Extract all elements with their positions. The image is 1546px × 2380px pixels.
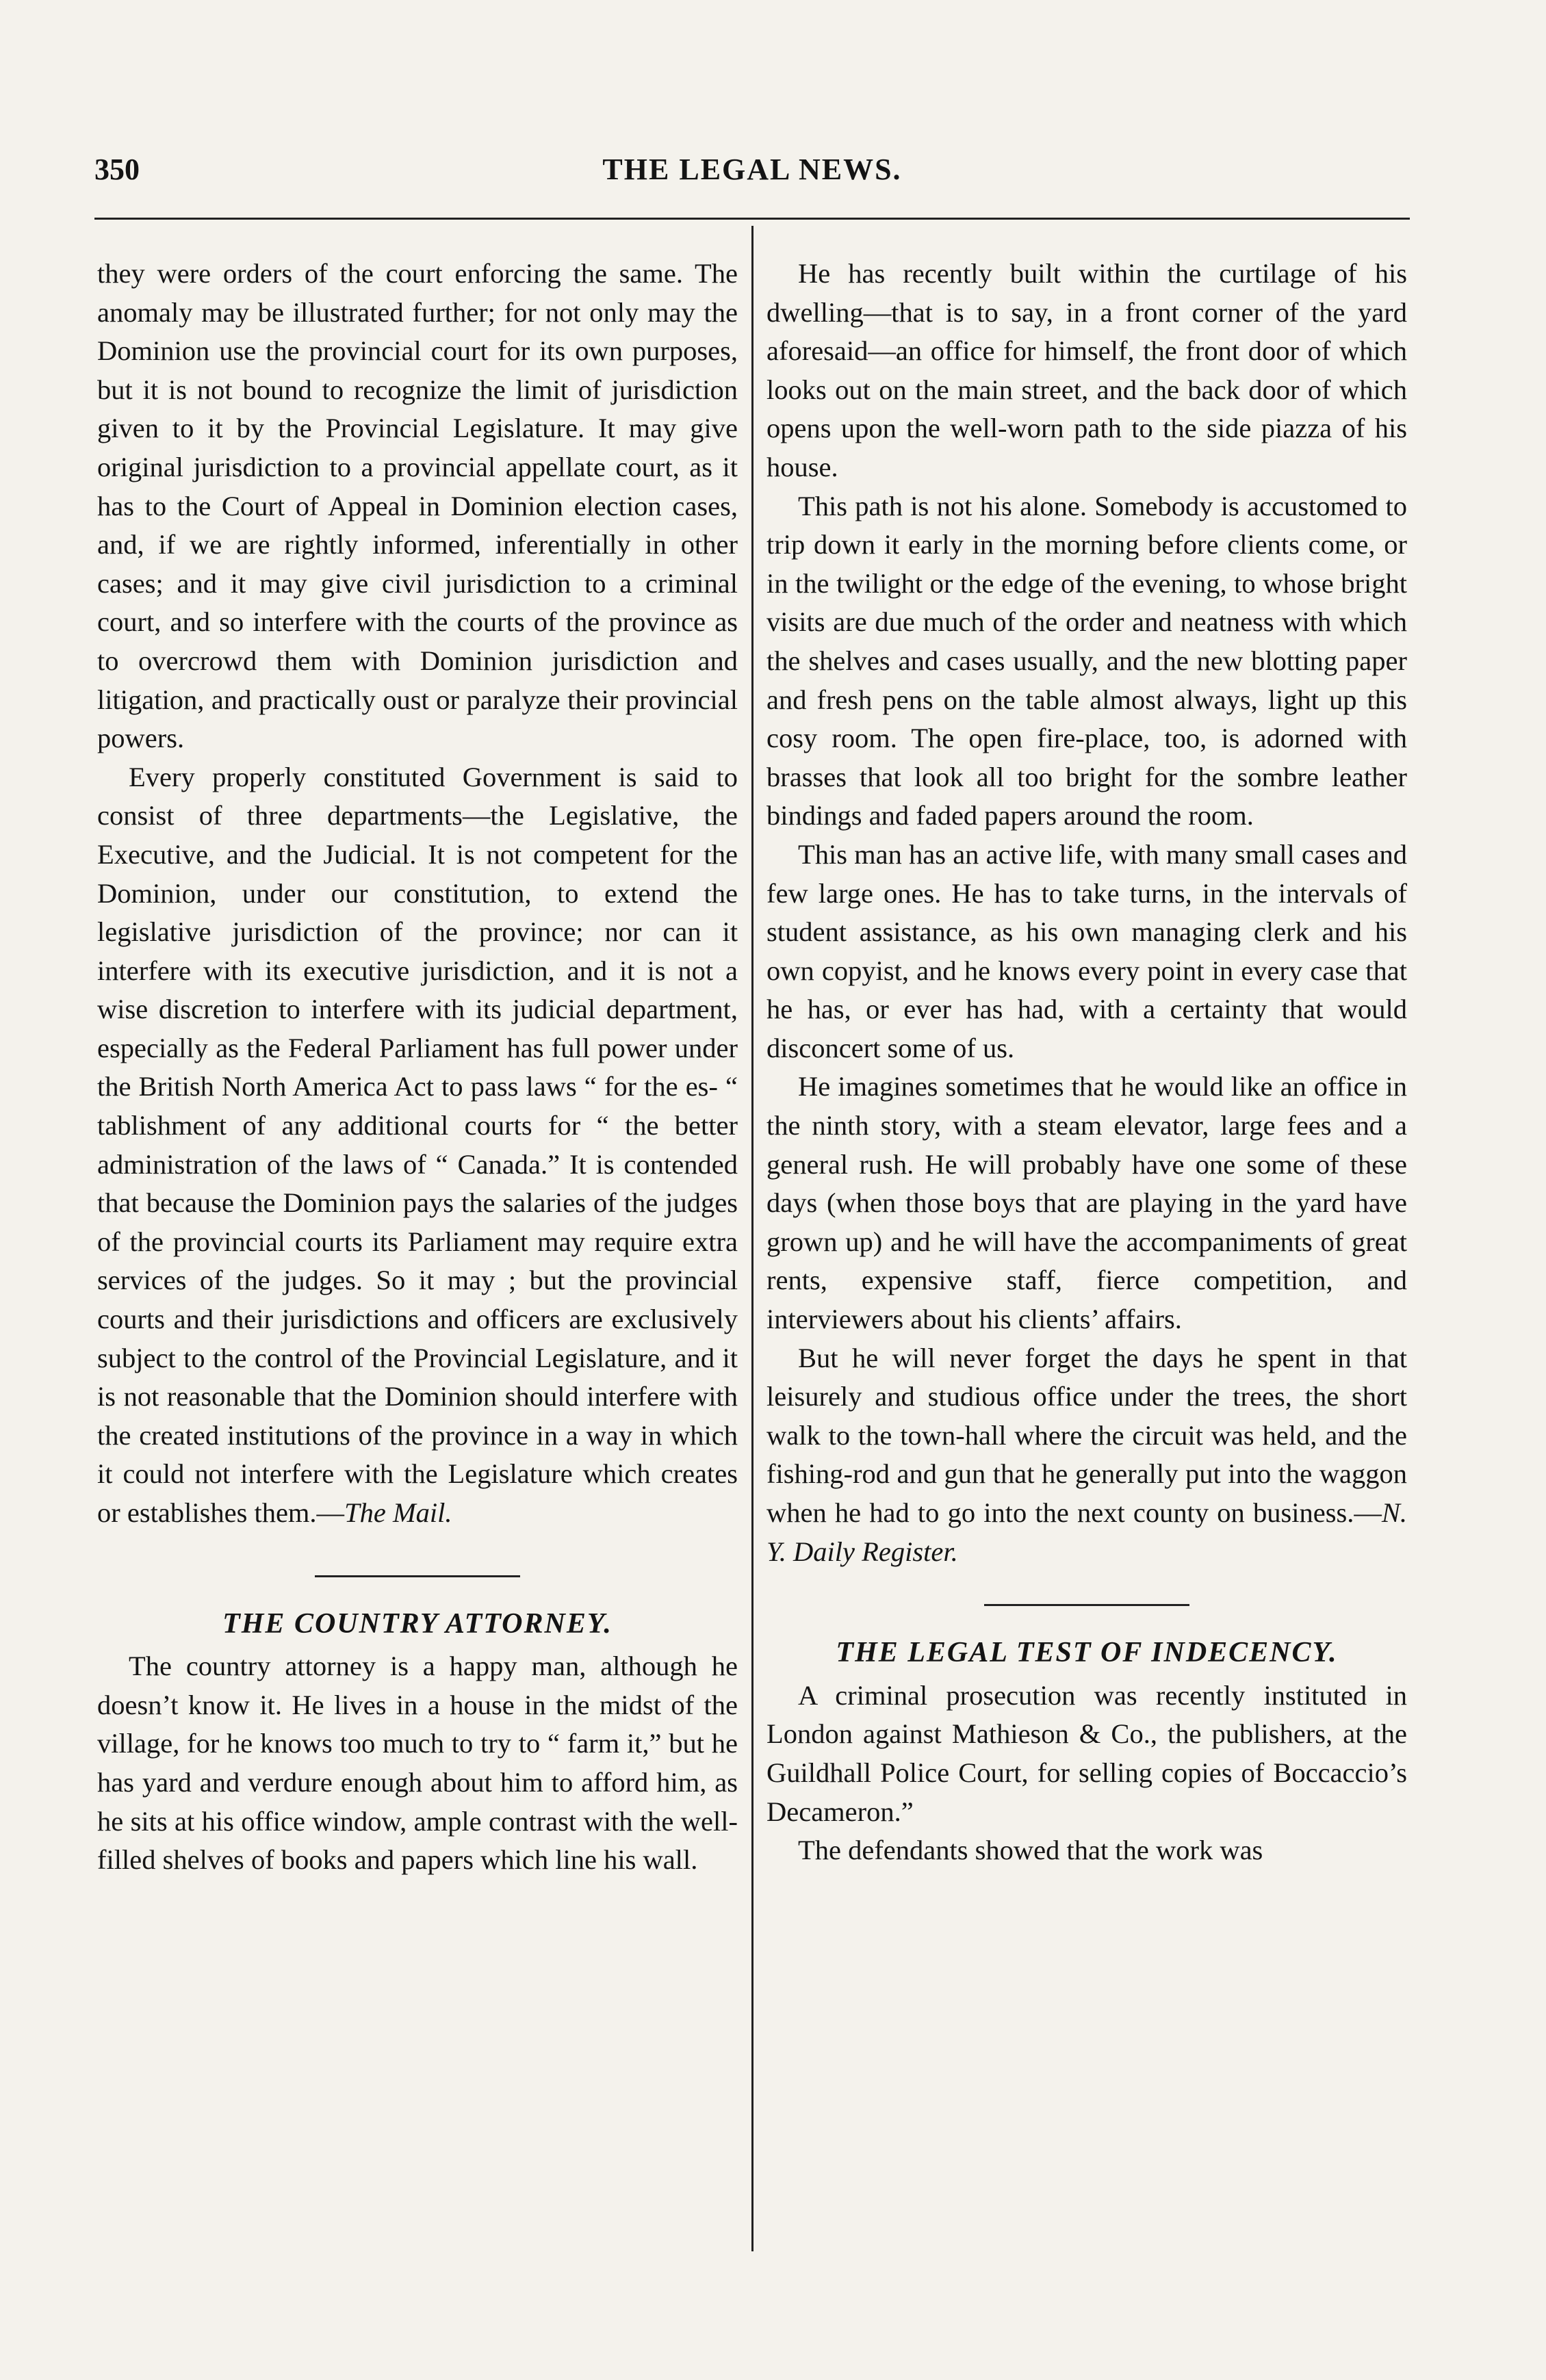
paragraph-text: But he will never forget the days he spent in that leisurely and studious office under the trees, the short walk to the town-hall where the circuit was held, and the fishing-rod and gun that he generally put into the waggon when he had to go into the next county on business.— bbox=[766, 1342, 1407, 1528]
paragraph: This path is not his alone. Somebody is accustomed to trip down it early in the morning before clients come, or in the twilight or the edge of the evening, to whose bright visits are due much of the order and neatness with which the shelves and cases usually, and the new blotting paper and fresh pens on the table almost always, light up this cosy room. The open fire-place, too, is adorned with brasses that look all too bright for the sombre leather bindings and faded papers around the room. bbox=[766, 490, 1407, 831]
header-rule bbox=[94, 218, 1410, 220]
paragraph: He has recently built within the curtilage of his dwelling—that is to say, in a front corner of the yard aforesaid—an office for himself, the front door of which looks out on the main street, and the back door of which opens upon the well-worn path to the side piazza of his house. bbox=[766, 258, 1407, 482]
paragraph: The defendants showed that the work was bbox=[798, 1835, 1263, 1866]
running-title: THE LEGAL NEWS. bbox=[602, 153, 902, 186]
paragraph: A criminal prosecution was recently instituted in London against Mathieson & Co., the publishers, at the Guildhall Police Court, for selling copies of Boccaccio’s Decameron.” bbox=[766, 1679, 1407, 1827]
page-number: 350 bbox=[94, 153, 140, 186]
paragraph: He imagines sometimes that he would like an office in the ninth story, with a steam elevator, large fees and a general rush. He will probably have one some of these days (when those boys that are playing in the yard have grown up) and he will have the accompaniments of great rents, expensive staff, fierce competition, and interviewers about his clients’ affairs. bbox=[766, 1071, 1407, 1335]
section-title: THE LEGAL TEST OF INDECENCY. bbox=[836, 1637, 1338, 1669]
right-column bbox=[766, 255, 1407, 1870]
column-divider bbox=[751, 226, 753, 2251]
paragraph: This man has an active life, with many small cases and few large ones. He has to take turns, in the intervals of student assistance, as his own managing clerk and his own copyist, and he knows every point in every case that he has, or ever has had, with a certainty that would disconcert some of us. bbox=[766, 838, 1407, 1063]
paragraph-text: Every properly constituted Government is said to consist of three departments—the Legislative, the Executive, and the Judicial. It is not competent for the Dominion, under our constitution, to extend the legislative jurisdiction of the province; nor can it interfere with its executive jurisdiction, and it is not a wise discretion to interfere with its judicial department, especially as the Federal Parliament has full power under the British North America Act to pass laws “ for the es- “ tablishment of any additional courts for “ the better administration of the laws of “ Canada.” It is contended that because the Dominion pays the salaries of the judges of the provincial courts its Parliament may require extra services of the judges. So it may ; but the provincial courts and their jurisdictions and officers are exclusively subject to the control of the Provincial Legislature, and it is not reasonable that the Dominion should interfere with the created institutions of the province in a way in which it could not interfere with the Legislature which creates or establishes them.— bbox=[97, 761, 738, 1528]
left-column bbox=[97, 255, 738, 1880]
paragraph bbox=[97, 758, 738, 1533]
paragraph: The country attorney is a happy man, although he doesn’t know it. He lives in a house in the midst of the village, for he knows too much to try to “ farm it,” but he has yard and verdure enough about him to afford him, as he sits at his office window, ample contrast with the well-filled shelves of books and papers which line his wall. bbox=[97, 1651, 738, 1876]
paragraph bbox=[766, 1339, 1407, 1572]
source-credit: N. Y. Daily Register. bbox=[766, 1497, 1407, 1567]
section-title: THE COUNTRY ATTORNEY. bbox=[222, 1607, 613, 1640]
source-credit: The Mail. bbox=[344, 1497, 452, 1528]
paragraph: they were orders of the court enforcing the same. The anomaly may be illustrated further; for not only may the Dominion use the provincial court for its own purposes, but it is not bound to recognize the limit of jurisdiction given to it by the Provincial Legislature. It may give original jurisdiction to a provincial appellate court, as it has to the Court of Appeal in Dominion election cases, and, if we are rightly informed, inferentially in other cases; and it may give civil jurisdiction to a criminal court, and so interfere with the courts of the province as to overcrowd them with Dominion jurisdiction and litigation, and practically oust or paralyze their provincial powers. bbox=[97, 258, 738, 754]
page-header bbox=[94, 152, 1410, 200]
